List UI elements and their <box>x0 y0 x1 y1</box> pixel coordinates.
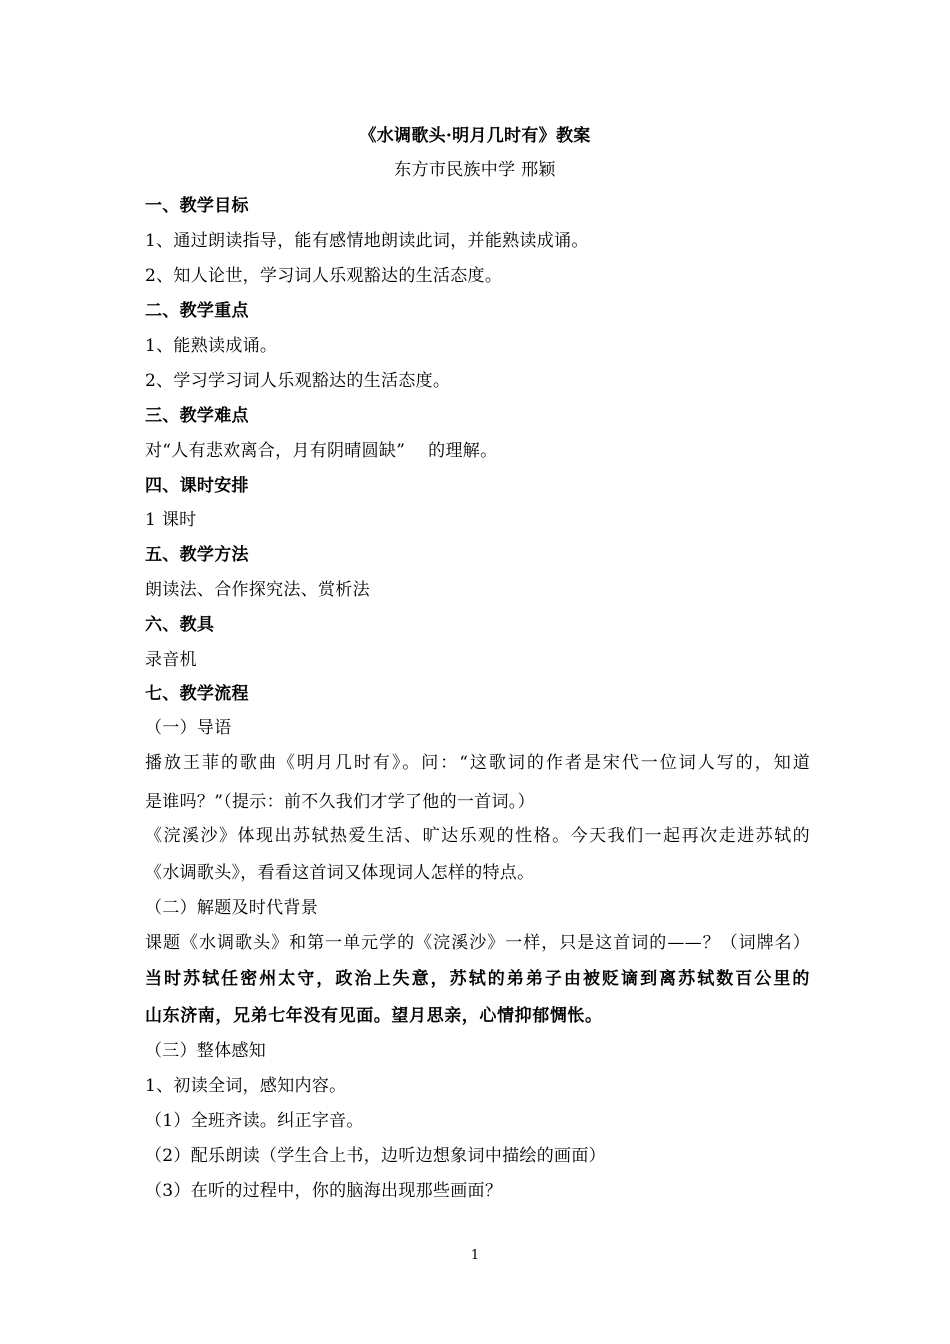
section-heading-methods: 五、教学方法 <box>145 545 249 565</box>
subsection-heading: （一）导语 <box>145 718 232 738</box>
body-line: 1、初读全词，感知内容。 <box>145 1076 347 1096</box>
section-heading-process: 七、教学流程 <box>145 684 249 704</box>
body-line: 对“人有悲欢离合，月有阴晴圆缺” 的理解。 <box>145 441 498 461</box>
section-heading-key-points: 二、教学重点 <box>145 301 249 321</box>
body-line: 2、学习学习词人乐观豁达的生活态度。 <box>145 371 451 391</box>
section-heading-schedule: 四、课时安排 <box>145 476 249 496</box>
body-line: 录音机 <box>145 650 197 670</box>
body-line: 1、能熟读成诵。 <box>145 336 278 356</box>
document-author: 东方市民族中学 邢颖 <box>394 160 556 180</box>
body-line: 2、知人论世，学习词人乐观豁达的生活态度。 <box>145 266 503 286</box>
page-number: 1 <box>470 1248 480 1263</box>
body-line: 课题《水调歌头》和第一单元学的《浣溪沙》一样，只是这首词的——？（词牌名） <box>145 933 810 953</box>
emphasis-line: 当时苏轼任密州太守，政治上失意，苏轼的弟弟子由被贬谪到离苏轼数百公里的 <box>145 969 810 989</box>
body-line: （3）在听的过程中，你的脑海出现那些画面？ <box>145 1181 503 1201</box>
body-line: （2）配乐朗读（学生合上书，边听边想象词中描绘的画面） <box>145 1146 606 1166</box>
section-heading-tools: 六、教具 <box>145 615 215 635</box>
document-title: 《水调歌头·明月几时有》教案 <box>359 126 591 146</box>
subsection-heading: （三）整体感知 <box>145 1041 267 1061</box>
body-line: 播放王菲的歌曲《明月几时有》。问：“这歌词的作者是宋代一位词人写的，知道 <box>145 753 810 773</box>
body-line: 1、通过朗读指导，能有感情地朗读此词，并能熟读成诵。 <box>145 231 589 251</box>
emphasis-line: 山东济南，兄弟七年没有见面。望月思亲，心情抑郁惆怅。 <box>145 1006 603 1026</box>
section-heading-difficulties: 三、教学难点 <box>145 406 249 426</box>
section-heading-objectives: 一、教学目标 <box>145 196 249 216</box>
body-line: 《水调歌头》，看看这首词又体现词人怎样的特点。 <box>145 863 535 883</box>
body-line: 1 课时 <box>145 510 197 530</box>
body-line: 《浣溪沙》体现出苏轼热爱生活、旷达乐观的性格。今天我们一起再次走进苏轼的 <box>145 826 810 846</box>
body-line: （1）全班齐读。纠正字音。 <box>145 1111 364 1131</box>
subsection-heading: （二）解题及时代背景 <box>145 898 318 918</box>
body-line: 朗读法、合作探究法、赏析法 <box>145 580 370 600</box>
body-line: 是谁吗？”（提示：前不久我们才学了他的一首词。） <box>145 792 535 812</box>
